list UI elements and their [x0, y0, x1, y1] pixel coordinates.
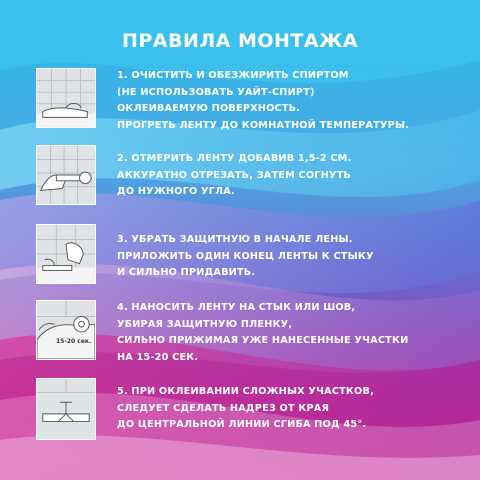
- timer-label: 15-20 сек.: [56, 338, 92, 345]
- apply-tape-illustration: [36, 224, 96, 284]
- step-5: [0, 378, 480, 440]
- page-title: ПРАВИЛА МОНТАЖА: [121, 30, 359, 52]
- step-5-text: 5. ПРИ ОКЛЕИВАНИИ СЛОЖНЫХ УЧАСТКОВ, СЛЕДУЕТ СДЕЛАТЬ НАДРЕЗ ОТ КРАЯ ДО ЦЕНТРАЛЬНОЙ ЛИНИИ СГИБА ПОД 45°.: [117, 386, 374, 430]
- corner-cut-illustration: [36, 378, 96, 440]
- step-2: [0, 145, 480, 207]
- measure-tape-illustration: [36, 145, 96, 205]
- step-3: [0, 224, 480, 286]
- press-tape-illustration: [36, 300, 96, 360]
- step-1-text: 1. ОЧИСТИТЬ И ОБЕЗЖИРИТЬ СПИРТОМ (НЕ ИСПОЛЬЗОВАТЬ УАЙТ-СПИРТ) ОКЛЕИВАЕМУЮ ПОВЕРХНОСТЬ. ПРОГРЕТЬ ЛЕНТУ ДО КОМНАТНОЙ ТЕМПЕРАТУРЫ.: [117, 70, 410, 131]
- cleaning-illustration: [36, 68, 96, 128]
- step-1: [0, 68, 480, 130]
- step-4: [0, 300, 480, 362]
- step-3-text: 3. УБРАТЬ ЗАЩИТНУЮ В НАЧАЛЕ ЛЕНЫ. ПРИЛОЖИТЬ ОДИН КОНЕЦ ЛЕНТЫ К СТЫКУ И СИЛЬНО ПРИДАВИТЬ.: [117, 234, 374, 278]
- step-2-text: 2. ОТМЕРИТЬ ЛЕНТУ ДОБАВИВ 1,5-2 СМ. АККУРАТНО ОТРЕЗАТЬ, ЗАТЕМ СОГНУТЬ ДО НУЖНОГО УГЛА.: [117, 153, 352, 197]
- step-4-text: 4. НАНОСИТЬ ЛЕНТУ НА СТЫК ИЛИ ШОВ, УБИРАЯ ЗАЩИТНУЮ ПЛЕНКУ, СИЛЬНО ПРИЖИМАЯ УЖЕ НАНЕСЕННЫЕ УЧАСТКИ НА 15-20 СЕК.: [117, 302, 409, 363]
